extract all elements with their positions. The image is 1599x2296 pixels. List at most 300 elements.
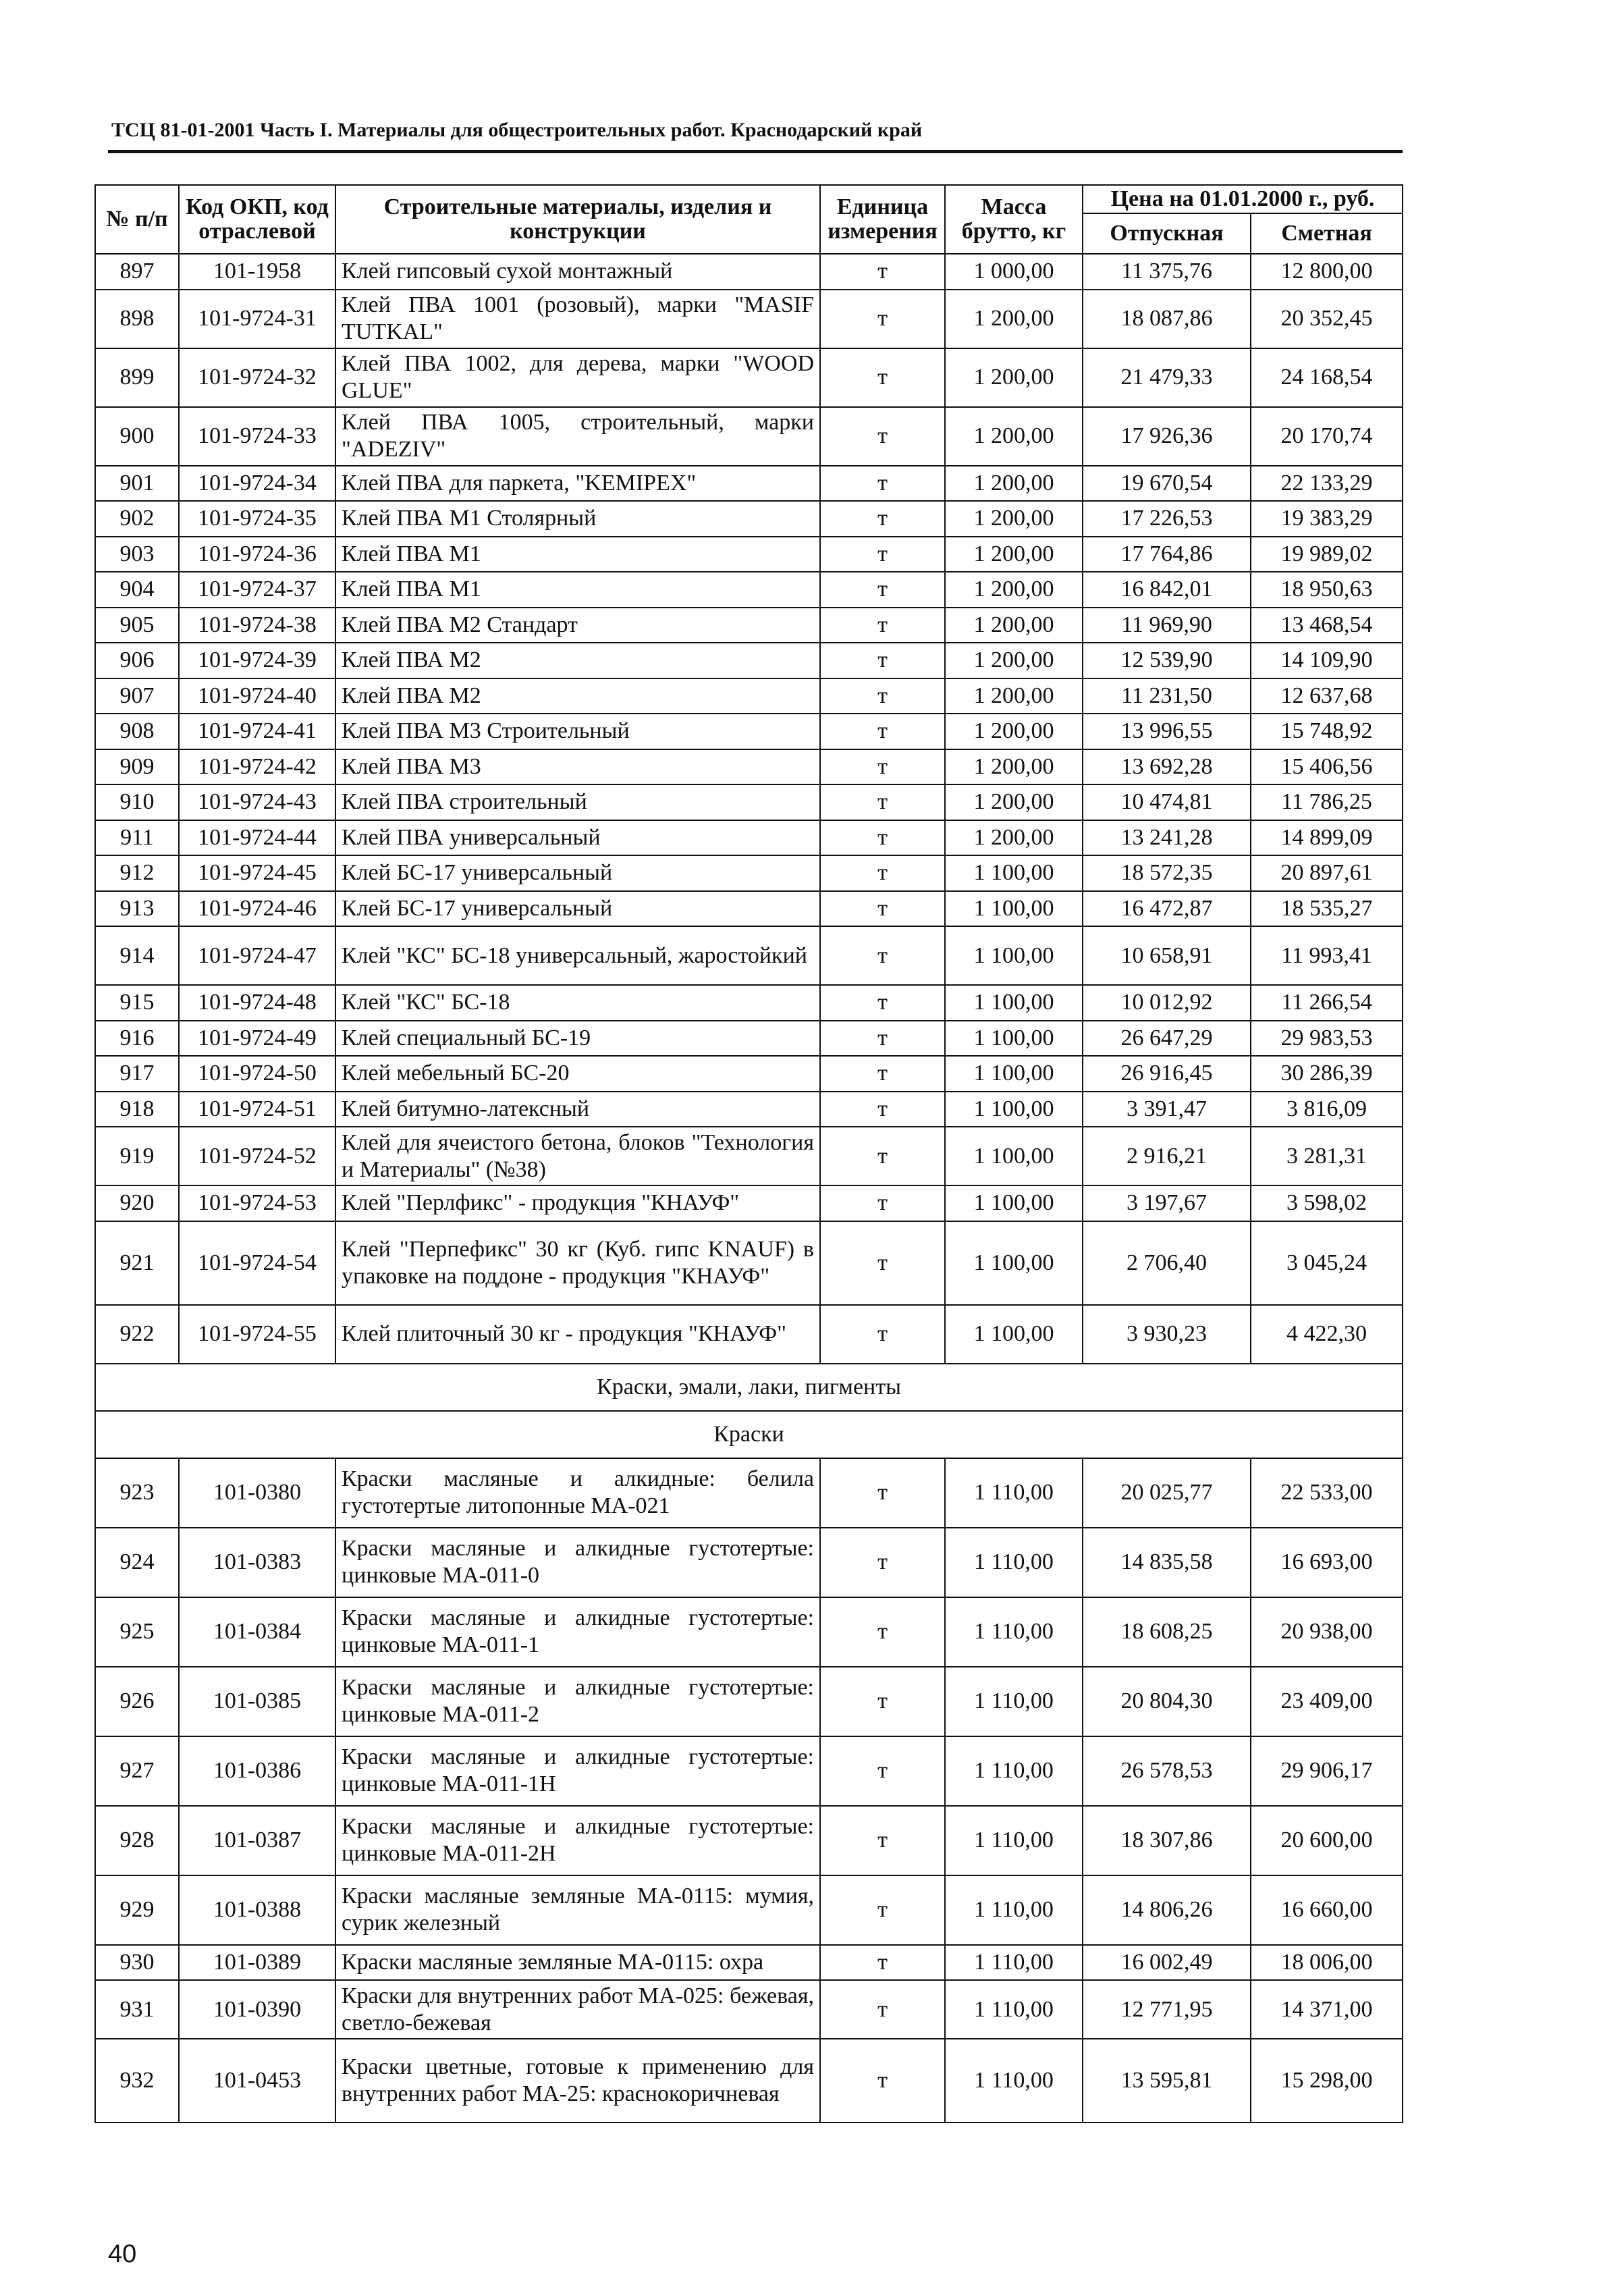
cell-code: 101-9724-33 xyxy=(179,407,335,466)
table-row xyxy=(95,407,1403,466)
cell-code: 101-9724-50 xyxy=(179,1056,335,1092)
cell-code: 101-0386 xyxy=(179,1736,335,1806)
cell-code: 101-9724-38 xyxy=(179,608,335,643)
cell-price-estimate: 22 133,29 xyxy=(1251,466,1403,502)
cell-mass: 1 200,00 xyxy=(945,348,1083,407)
cell-num: 900 xyxy=(95,407,179,466)
cell-price-release: 16 472,87 xyxy=(1083,891,1251,927)
cell-price-estimate: 3 281,31 xyxy=(1251,1127,1403,1185)
table-row xyxy=(95,749,1403,785)
cell-code: 101-9724-48 xyxy=(179,985,335,1021)
cell-price-release: 21 479,33 xyxy=(1083,348,1251,407)
table-row xyxy=(95,1127,1403,1185)
cell-price-estimate: 12 637,68 xyxy=(1251,678,1403,714)
cell-num: 931 xyxy=(95,1980,179,2039)
cell-unit: т xyxy=(820,407,945,466)
col-header-name: Строительные материалы, изделия и конструкции xyxy=(335,185,820,254)
cell-num: 928 xyxy=(95,1806,179,1875)
cell-code: 101-0385 xyxy=(179,1667,335,1736)
cell-mass: 1 110,00 xyxy=(945,1597,1083,1667)
table-row xyxy=(95,1185,1403,1221)
cell-name: Клей ПВА 1005, строительный, марки "ADEZIV" xyxy=(335,407,820,466)
cell-unit: т xyxy=(820,749,945,785)
cell-unit: т xyxy=(820,1127,945,1185)
cell-price-estimate: 16 693,00 xyxy=(1251,1528,1403,1597)
cell-num: 913 xyxy=(95,891,179,927)
cell-mass: 1 200,00 xyxy=(945,572,1083,608)
cell-price-release: 26 647,29 xyxy=(1083,1021,1251,1057)
cell-mass: 1 200,00 xyxy=(945,678,1083,714)
cell-price-release: 3 391,47 xyxy=(1083,1092,1251,1127)
cell-unit: т xyxy=(820,1305,945,1364)
cell-num: 911 xyxy=(95,820,179,856)
cell-price-release: 20 804,30 xyxy=(1083,1667,1251,1736)
cell-code: 101-9724-31 xyxy=(179,290,335,348)
cell-unit: т xyxy=(820,1667,945,1736)
cell-code: 101-9724-37 xyxy=(179,572,335,608)
cell-price-release: 2 706,40 xyxy=(1083,1221,1251,1305)
cell-code: 101-9724-40 xyxy=(179,678,335,714)
table-row xyxy=(95,1875,1403,1945)
cell-num: 902 xyxy=(95,501,179,537)
cell-code: 101-9724-52 xyxy=(179,1127,335,1185)
cell-price-estimate: 18 006,00 xyxy=(1251,1945,1403,1981)
cell-num: 914 xyxy=(95,926,179,985)
cell-unit: т xyxy=(820,1092,945,1127)
cell-price-release: 26 578,53 xyxy=(1083,1736,1251,1806)
cell-price-estimate: 20 170,74 xyxy=(1251,407,1403,466)
cell-code: 101-9724-34 xyxy=(179,466,335,502)
cell-price-release: 11 231,50 xyxy=(1083,678,1251,714)
cell-price-estimate: 18 535,27 xyxy=(1251,891,1403,927)
cell-num: 904 xyxy=(95,572,179,608)
cell-price-release: 18 608,25 xyxy=(1083,1597,1251,1667)
cell-name: Клей ПВА для паркета, "KEMIPEX" xyxy=(335,466,820,502)
cell-code: 101-0453 xyxy=(179,2039,335,2123)
cell-unit: т xyxy=(820,1528,945,1597)
cell-num: 915 xyxy=(95,985,179,1021)
cell-unit: т xyxy=(820,501,945,537)
cell-price-release: 16 842,01 xyxy=(1083,572,1251,608)
cell-name: Клей ПВА М2 xyxy=(335,678,820,714)
table-row xyxy=(95,1221,1403,1305)
cell-mass: 1 100,00 xyxy=(945,1185,1083,1221)
cell-mass: 1 200,00 xyxy=(945,407,1083,466)
cell-unit: т xyxy=(820,1458,945,1528)
cell-name: Клей ПВА М1 xyxy=(335,572,820,608)
table-row xyxy=(95,2039,1403,2123)
cell-num: 926 xyxy=(95,1667,179,1736)
cell-price-estimate: 20 600,00 xyxy=(1251,1806,1403,1875)
cell-code: 101-0388 xyxy=(179,1875,335,1945)
cell-mass: 1 110,00 xyxy=(945,1458,1083,1528)
cell-unit: т xyxy=(820,1806,945,1875)
cell-unit: т xyxy=(820,348,945,407)
cell-unit: т xyxy=(820,1221,945,1305)
cell-unit: т xyxy=(820,290,945,348)
cell-code: 101-9724-41 xyxy=(179,714,335,749)
cell-code: 101-9724-44 xyxy=(179,820,335,856)
table-row xyxy=(95,1092,1403,1127)
cell-price-release: 3 197,67 xyxy=(1083,1185,1251,1221)
cell-code: 101-0384 xyxy=(179,1597,335,1667)
table-body-glues xyxy=(95,254,1403,1364)
cell-num: 922 xyxy=(95,1305,179,1364)
cell-mass: 1 200,00 xyxy=(945,537,1083,572)
cell-code: 101-9724-36 xyxy=(179,537,335,572)
cell-name: Клей ПВА М3 xyxy=(335,749,820,785)
cell-name: Краски цветные, готовые к применению для внутренних работ МА-25: краснокоричневая xyxy=(335,2039,820,2123)
cell-mass: 1 100,00 xyxy=(945,1305,1083,1364)
cell-mass: 1 200,00 xyxy=(945,290,1083,348)
cell-mass: 1 100,00 xyxy=(945,1221,1083,1305)
cell-price-estimate: 13 468,54 xyxy=(1251,608,1403,643)
cell-name: Клей "КС" БС-18 универсальный, жаростойкий xyxy=(335,926,820,985)
cell-price-release: 10 012,92 xyxy=(1083,985,1251,1021)
cell-mass: 1 110,00 xyxy=(945,1945,1083,1981)
cell-price-release: 11 375,76 xyxy=(1083,254,1251,290)
cell-mass: 1 110,00 xyxy=(945,1736,1083,1806)
cell-price-release: 13 996,55 xyxy=(1083,714,1251,749)
cell-name: Краски масляные и алкидные густотертые: цинковые МА-011-1 xyxy=(335,1597,820,1667)
cell-price-release: 10 474,81 xyxy=(1083,784,1251,820)
cell-price-estimate: 14 109,90 xyxy=(1251,643,1403,678)
cell-num: 897 xyxy=(95,254,179,290)
cell-price-estimate: 16 660,00 xyxy=(1251,1875,1403,1945)
cell-name: Клей ПВА М2 xyxy=(335,643,820,678)
cell-name: Клей ПВА М2 Стандарт xyxy=(335,608,820,643)
cell-code: 101-9724-42 xyxy=(179,749,335,785)
cell-num: 919 xyxy=(95,1127,179,1185)
cell-unit: т xyxy=(820,1736,945,1806)
cell-name: Краски масляные и алкидные густотертые: цинковые МА-011-2 xyxy=(335,1667,820,1736)
cell-code: 101-9724-54 xyxy=(179,1221,335,1305)
cell-price-estimate: 20 352,45 xyxy=(1251,290,1403,348)
cell-mass: 1 200,00 xyxy=(945,643,1083,678)
cell-mass: 1 100,00 xyxy=(945,1127,1083,1185)
table-row xyxy=(95,1980,1403,2039)
cell-name: Клей БС-17 универсальный xyxy=(335,891,820,927)
cell-unit: т xyxy=(820,714,945,749)
col-header-code: Код ОКП, код отраслевой xyxy=(179,185,335,254)
cell-mass: 1 110,00 xyxy=(945,1980,1083,2039)
table-row xyxy=(95,1528,1403,1597)
cell-price-release: 11 969,90 xyxy=(1083,608,1251,643)
table-header xyxy=(95,185,1403,254)
cell-name: Краски масляные и алкидные густотертые: цинковые МА-011-2Н xyxy=(335,1806,820,1875)
cell-name: Клей ПВА строительный xyxy=(335,784,820,820)
table-body-paints xyxy=(95,1458,1403,2123)
cell-unit: т xyxy=(820,891,945,927)
cell-unit: т xyxy=(820,572,945,608)
cell-price-estimate: 19 383,29 xyxy=(1251,501,1403,537)
cell-code: 101-9724-32 xyxy=(179,348,335,407)
cell-num: 929 xyxy=(95,1875,179,1945)
cell-name: Краски масляные и алкидные: белила густотертые литопонные МА-021 xyxy=(335,1458,820,1528)
cell-num: 927 xyxy=(95,1736,179,1806)
cell-unit: т xyxy=(820,985,945,1021)
cell-mass: 1 100,00 xyxy=(945,1092,1083,1127)
cell-mass: 1 100,00 xyxy=(945,855,1083,891)
table-row xyxy=(95,714,1403,749)
cell-price-release: 17 926,36 xyxy=(1083,407,1251,466)
cell-unit: т xyxy=(820,820,945,856)
cell-code: 101-0390 xyxy=(179,1980,335,2039)
cell-name: Клей для ячеистого бетона, блоков "Технология и Материалы" (№38) xyxy=(335,1127,820,1185)
cell-price-release: 18 087,86 xyxy=(1083,290,1251,348)
cell-num: 912 xyxy=(95,855,179,891)
cell-mass: 1 110,00 xyxy=(945,1875,1083,1945)
cell-code: 101-0380 xyxy=(179,1458,335,1528)
cell-name: Клей мебельный БС-20 xyxy=(335,1056,820,1092)
cell-unit: т xyxy=(820,466,945,502)
cell-num: 898 xyxy=(95,290,179,348)
table-row xyxy=(95,855,1403,891)
table-row xyxy=(95,608,1403,643)
cell-price-release: 13 241,28 xyxy=(1083,820,1251,856)
table-row xyxy=(95,1597,1403,1667)
cell-price-release: 17 226,53 xyxy=(1083,501,1251,537)
cell-name: Краски масляные земляные МА-0115: охра xyxy=(335,1945,820,1981)
table-row xyxy=(95,501,1403,537)
cell-price-estimate: 22 533,00 xyxy=(1251,1458,1403,1528)
cell-unit: т xyxy=(820,1875,945,1945)
cell-price-release: 19 670,54 xyxy=(1083,466,1251,502)
cell-price-release: 18 307,86 xyxy=(1083,1806,1251,1875)
cell-name: Клей ПВА универсальный xyxy=(335,820,820,856)
cell-price-estimate: 15 748,92 xyxy=(1251,714,1403,749)
cell-unit: т xyxy=(820,254,945,290)
cell-mass: 1 200,00 xyxy=(945,784,1083,820)
cell-name: Клей "Перлфикс" - продукция "КНАУФ" xyxy=(335,1185,820,1221)
table-row xyxy=(95,1458,1403,1528)
cell-name: Клей гипсовый сухой монтажный xyxy=(335,254,820,290)
col-header-unit: Единица измерения xyxy=(820,185,945,254)
cell-name: Клей ПВА М1 Столярный xyxy=(335,501,820,537)
cell-price-release: 10 658,91 xyxy=(1083,926,1251,985)
cell-price-release: 14 806,26 xyxy=(1083,1875,1251,1945)
cell-num: 910 xyxy=(95,784,179,820)
cell-price-estimate: 18 950,63 xyxy=(1251,572,1403,608)
cell-unit: т xyxy=(820,1185,945,1221)
page-number: 40 xyxy=(108,2240,137,2268)
cell-price-estimate: 11 786,25 xyxy=(1251,784,1403,820)
cell-code: 101-9724-49 xyxy=(179,1021,335,1057)
cell-price-estimate: 14 371,00 xyxy=(1251,1980,1403,2039)
cell-price-release: 20 025,77 xyxy=(1083,1458,1251,1528)
table-row xyxy=(95,1736,1403,1806)
section-title: Краски, эмали, лаки, пигменты xyxy=(95,1364,1403,1411)
cell-num: 908 xyxy=(95,714,179,749)
table-section xyxy=(95,1364,1403,1458)
cell-num: 924 xyxy=(95,1528,179,1597)
header-rule xyxy=(108,150,1403,153)
cell-mass: 1 200,00 xyxy=(945,608,1083,643)
cell-num: 905 xyxy=(95,608,179,643)
cell-price-estimate: 3 598,02 xyxy=(1251,1185,1403,1221)
table-row xyxy=(95,348,1403,407)
cell-mass: 1 100,00 xyxy=(945,926,1083,985)
cell-price-release: 3 930,23 xyxy=(1083,1305,1251,1364)
col-header-price-group: Цена на 01.01.2000 г., руб. xyxy=(1083,185,1403,213)
cell-price-estimate: 11 266,54 xyxy=(1251,985,1403,1021)
cell-name: Клей "Перпефикс" 30 кг (Куб. гипс KNAUF) в упаковке на поддоне - продукция "КНАУФ" xyxy=(335,1221,820,1305)
cell-mass: 1 200,00 xyxy=(945,501,1083,537)
cell-name: Клей ПВА 1001 (розовый), марки "MASIF TUTKAL" xyxy=(335,290,820,348)
cell-code: 101-9724-46 xyxy=(179,891,335,927)
table-row xyxy=(95,784,1403,820)
cell-name: Краски масляные и алкидные густотертые: цинковые МА-011-1Н xyxy=(335,1736,820,1806)
cell-num: 909 xyxy=(95,749,179,785)
cell-unit: т xyxy=(820,1597,945,1667)
cell-name: Клей ПВА М1 xyxy=(335,537,820,572)
table-row xyxy=(95,1806,1403,1875)
cell-price-release: 2 916,21 xyxy=(1083,1127,1251,1185)
cell-num: 916 xyxy=(95,1021,179,1057)
cell-price-estimate: 15 406,56 xyxy=(1251,749,1403,785)
cell-unit: т xyxy=(820,678,945,714)
cell-price-release: 13 595,81 xyxy=(1083,2039,1251,2123)
cell-price-estimate: 24 168,54 xyxy=(1251,348,1403,407)
cell-price-estimate: 20 938,00 xyxy=(1251,1597,1403,1667)
cell-name: Краски для внутренних работ МА-025: бежевая, светло-бежевая xyxy=(335,1980,820,2039)
cell-mass: 1 110,00 xyxy=(945,1806,1083,1875)
cell-unit: т xyxy=(820,2039,945,2123)
subsection-title: Краски xyxy=(95,1411,1403,1458)
cell-num: 907 xyxy=(95,678,179,714)
table-row xyxy=(95,290,1403,348)
cell-unit: т xyxy=(820,1980,945,2039)
cell-price-estimate: 3 045,24 xyxy=(1251,1221,1403,1305)
cell-name: Клей "КС" БС-18 xyxy=(335,985,820,1021)
cell-code: 101-9724-45 xyxy=(179,855,335,891)
cell-mass: 1 110,00 xyxy=(945,1528,1083,1597)
cell-num: 903 xyxy=(95,537,179,572)
cell-price-release: 12 539,90 xyxy=(1083,643,1251,678)
table-row xyxy=(95,466,1403,502)
table-row xyxy=(95,643,1403,678)
cell-name: Клей БС-17 универсальный xyxy=(335,855,820,891)
cell-mass: 1 200,00 xyxy=(945,820,1083,856)
col-header-mass: Масса брутто, кг xyxy=(945,185,1083,254)
cell-unit: т xyxy=(820,926,945,985)
cell-price-release: 13 692,28 xyxy=(1083,749,1251,785)
table-row xyxy=(95,1021,1403,1057)
price-table xyxy=(94,184,1403,2123)
cell-price-estimate: 29 983,53 xyxy=(1251,1021,1403,1057)
cell-price-estimate: 30 286,39 xyxy=(1251,1056,1403,1092)
cell-price-release: 26 916,45 xyxy=(1083,1056,1251,1092)
page-header: ТСЦ 81-01-2001 Часть I. Материалы для общестроительных работ. Краснодарский край xyxy=(111,119,923,141)
cell-price-estimate: 15 298,00 xyxy=(1251,2039,1403,2123)
cell-price-estimate: 14 899,09 xyxy=(1251,820,1403,856)
cell-code: 101-9724-39 xyxy=(179,643,335,678)
col-header-price-estimate: Сметная xyxy=(1251,213,1403,254)
cell-code: 101-9724-35 xyxy=(179,501,335,537)
table-row xyxy=(95,537,1403,572)
table-row xyxy=(95,572,1403,608)
cell-mass: 1 110,00 xyxy=(945,1667,1083,1736)
cell-price-release: 14 835,58 xyxy=(1083,1528,1251,1597)
cell-unit: т xyxy=(820,537,945,572)
cell-num: 923 xyxy=(95,1458,179,1528)
cell-code: 101-0383 xyxy=(179,1528,335,1597)
cell-price-estimate: 4 422,30 xyxy=(1251,1305,1403,1364)
cell-mass: 1 100,00 xyxy=(945,1021,1083,1057)
cell-num: 917 xyxy=(95,1056,179,1092)
cell-price-estimate: 23 409,00 xyxy=(1251,1667,1403,1736)
cell-name: Краски масляные земляные МА-0115: мумия, сурик железный xyxy=(335,1875,820,1945)
col-header-num: № п/п xyxy=(95,185,179,254)
cell-code: 101-9724-43 xyxy=(179,784,335,820)
table-row xyxy=(95,1667,1403,1736)
cell-price-release: 18 572,35 xyxy=(1083,855,1251,891)
cell-num: 925 xyxy=(95,1597,179,1667)
cell-num: 899 xyxy=(95,348,179,407)
cell-mass: 1 000,00 xyxy=(945,254,1083,290)
cell-price-release: 17 764,86 xyxy=(1083,537,1251,572)
cell-price-estimate: 19 989,02 xyxy=(1251,537,1403,572)
col-header-price-release: Отпускная xyxy=(1083,213,1251,254)
cell-num: 920 xyxy=(95,1185,179,1221)
table-row xyxy=(95,1945,1403,1981)
cell-code: 101-1958 xyxy=(179,254,335,290)
cell-mass: 1 100,00 xyxy=(945,891,1083,927)
cell-num: 932 xyxy=(95,2039,179,2123)
cell-name: Клей плиточный 30 кг - продукция "КНАУФ" xyxy=(335,1305,820,1364)
cell-unit: т xyxy=(820,608,945,643)
cell-name: Клей битумно-латексный xyxy=(335,1092,820,1127)
cell-name: Краски масляные и алкидные густотертые: цинковые МА-011-0 xyxy=(335,1528,820,1597)
table-row xyxy=(95,985,1403,1021)
table-row xyxy=(95,926,1403,985)
cell-unit: т xyxy=(820,1056,945,1092)
cell-unit: т xyxy=(820,855,945,891)
cell-code: 101-0389 xyxy=(179,1945,335,1981)
cell-name: Клей ПВА 1002, для дерева, марки "WOOD GLUE" xyxy=(335,348,820,407)
cell-code: 101-9724-53 xyxy=(179,1185,335,1221)
table-row xyxy=(95,1305,1403,1364)
table-row xyxy=(95,254,1403,290)
table-row xyxy=(95,1056,1403,1092)
cell-mass: 1 200,00 xyxy=(945,714,1083,749)
cell-mass: 1 100,00 xyxy=(945,985,1083,1021)
cell-unit: т xyxy=(820,1945,945,1981)
cell-unit: т xyxy=(820,784,945,820)
cell-unit: т xyxy=(820,1021,945,1057)
cell-price-estimate: 11 993,41 xyxy=(1251,926,1403,985)
table-row xyxy=(95,678,1403,714)
cell-num: 901 xyxy=(95,466,179,502)
table-row xyxy=(95,891,1403,927)
cell-num: 921 xyxy=(95,1221,179,1305)
cell-price-estimate: 12 800,00 xyxy=(1251,254,1403,290)
cell-price-release: 12 771,95 xyxy=(1083,1980,1251,2039)
cell-name: Клей ПВА М3 Строительный xyxy=(335,714,820,749)
cell-name: Клей специальный БС-19 xyxy=(335,1021,820,1057)
cell-mass: 1 200,00 xyxy=(945,749,1083,785)
table-row xyxy=(95,820,1403,856)
cell-num: 918 xyxy=(95,1092,179,1127)
cell-mass: 1 110,00 xyxy=(945,2039,1083,2123)
cell-unit: т xyxy=(820,643,945,678)
cell-code: 101-0387 xyxy=(179,1806,335,1875)
cell-num: 906 xyxy=(95,643,179,678)
cell-price-estimate: 3 816,09 xyxy=(1251,1092,1403,1127)
cell-code: 101-9724-47 xyxy=(179,926,335,985)
cell-price-estimate: 29 906,17 xyxy=(1251,1736,1403,1806)
cell-mass: 1 100,00 xyxy=(945,1056,1083,1092)
